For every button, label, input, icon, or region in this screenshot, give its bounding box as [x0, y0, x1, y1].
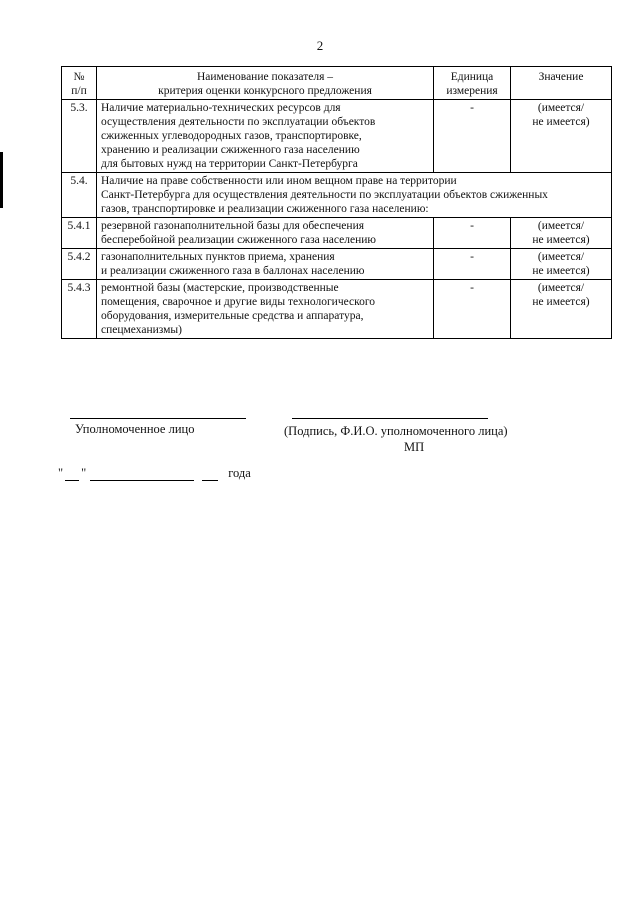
row-num: 5.4.2: [62, 249, 97, 280]
row-value: (имеется/ не имеется): [511, 280, 612, 339]
date-close-quote: ": [81, 466, 87, 480]
table-header-row: [62, 67, 612, 100]
table-row: [62, 280, 612, 339]
table-row: [62, 218, 612, 249]
table-row: [62, 249, 612, 280]
row-unit: -: [434, 100, 511, 173]
row-name: резервной газонаполнительной базы для обеспечения бесперебойной реализации сжиженного газа населению: [97, 218, 434, 249]
header-value: Значение: [511, 67, 612, 100]
row-unit: -: [434, 280, 511, 339]
authorized-person-line: [70, 418, 246, 419]
date-line: [58, 466, 251, 481]
day-blank: [65, 468, 79, 481]
row-num: 5.4.1: [62, 218, 97, 249]
year-blank: [202, 468, 218, 481]
header-name: Наименование показателя – критерия оценки конкурсного предложения: [97, 67, 434, 100]
authorized-person-label: Уполномоченное лицо: [75, 422, 195, 436]
header-unit: Единица измерения: [434, 67, 511, 100]
date-open-quote: ": [58, 466, 64, 480]
signature-caption: (Подпись, Ф.И.О. уполномоченного лица): [284, 424, 508, 438]
signature-line: [292, 418, 488, 419]
row-name: ремонтной базы (мастерские, производственные помещения, сварочное и другие виды технологического оборудования, измерительные средства и аппаратура, спецмеханизмы): [97, 280, 434, 339]
row-value: (имеется/ не имеется): [511, 249, 612, 280]
criteria-table: [61, 66, 612, 339]
row-num: 5.4.3: [62, 280, 97, 339]
row-unit: -: [434, 218, 511, 249]
year-word: года: [228, 466, 251, 480]
month-blank: [90, 468, 194, 481]
row-name: газонаполнительных пунктов приема, хранения и реализации сжиженного газа в баллонах населению: [97, 249, 434, 280]
row-name: Наличие материально-технических ресурсов для осуществления деятельности по эксплуатации объектов сжиженных углеводородных газов, транспортировке, хранению и реализации сжиженного газа населению для бытовых нужд на территории Санкт-Петербурга: [97, 100, 434, 173]
table-row: [62, 173, 612, 218]
row-unit: -: [434, 249, 511, 280]
row-num: 5.3.: [62, 100, 97, 173]
margin-mark: [0, 152, 3, 208]
row-num: 5.4.: [62, 173, 97, 218]
row-value: (имеется/ не имеется): [511, 218, 612, 249]
table-row: [62, 100, 612, 173]
stamp-label: МП: [404, 440, 425, 454]
header-num: № п/п: [62, 67, 97, 100]
row-value: (имеется/ не имеется): [511, 100, 612, 173]
row-name: Наличие на праве собственности или ином вещном праве на территории Санкт-Петербурга для осуществления деятельности по эксплуатации объектов сжиженных газов, транспортировке и реализации сжиженного газа населению:: [97, 173, 612, 218]
page-number: 2: [316, 38, 324, 53]
